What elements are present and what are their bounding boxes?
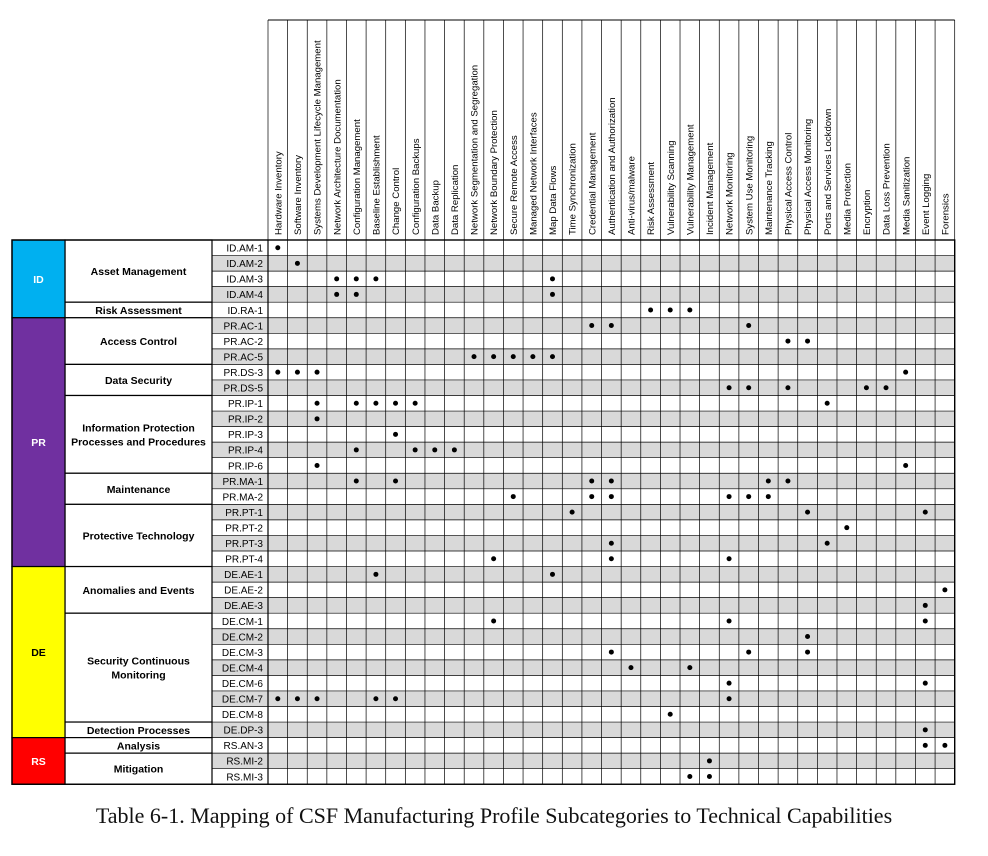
table-row <box>212 753 955 769</box>
table-row <box>212 287 955 303</box>
subcategory-code: DE.CM-4 <box>221 663 263 675</box>
capability-header: Data Replication <box>449 164 461 235</box>
subcategory-code: PR.PT-4 <box>225 554 263 566</box>
mapping-dot <box>785 479 790 484</box>
mapping-dot <box>942 743 947 748</box>
capability-header: Incident Management <box>705 142 717 235</box>
subcategory-code: ID.AM-4 <box>226 290 263 302</box>
mapping-dot <box>746 323 751 328</box>
subcategory-code: DE.CM-6 <box>221 678 263 690</box>
mapping-dot <box>511 494 516 499</box>
mapping-dot <box>648 307 653 312</box>
mapping-dot <box>923 603 928 608</box>
table-row <box>212 598 955 614</box>
subcategory-code: DE.AE-2 <box>224 585 263 597</box>
mapping-dot <box>864 385 869 390</box>
table-row <box>212 333 955 349</box>
mapping-dot <box>373 401 378 406</box>
table-row <box>212 318 955 334</box>
mapping-dot <box>550 292 555 297</box>
subcategory-code: PR.IP-3 <box>227 430 263 442</box>
mapping-dot <box>295 370 300 375</box>
table-row <box>212 629 955 645</box>
category-label: Maintenance <box>106 483 171 496</box>
mapping-dot <box>354 401 359 406</box>
mapping-dot <box>354 447 359 452</box>
capability-header: Maintenance Tracking <box>763 141 775 235</box>
mapping-dot <box>334 276 339 281</box>
mapping-dot <box>687 665 692 670</box>
subcategory-code: PR.AC-2 <box>223 336 263 348</box>
mapping-dot <box>295 696 300 701</box>
mapping-dot <box>923 743 928 748</box>
table-row <box>212 535 955 551</box>
mapping-dot <box>609 541 614 546</box>
table-row <box>212 691 955 707</box>
mapping-dot <box>550 354 555 359</box>
capability-header: Configuration Management <box>351 119 363 235</box>
table-row <box>212 411 955 427</box>
mapping-dot <box>746 385 751 390</box>
mapping-dot <box>825 401 830 406</box>
mapping-dot <box>432 447 437 452</box>
mapping-dot <box>805 510 810 515</box>
table-row <box>212 349 955 365</box>
subcategory-code: PR.IP-1 <box>227 399 263 411</box>
subcategory-code: DE.DP-3 <box>223 725 263 737</box>
mapping-dot <box>707 774 712 779</box>
capability-header: Media Sanitization <box>901 156 913 235</box>
table-row <box>212 520 955 536</box>
mapping-dot <box>452 447 457 452</box>
mapping-dot <box>413 447 418 452</box>
mapping-dot <box>766 479 771 484</box>
mapping-dot <box>609 494 614 499</box>
capability-header: Anti-virus/malware <box>626 156 638 235</box>
mapping-dot <box>373 276 378 281</box>
mapping-dot <box>570 510 575 515</box>
capability-header: Vulnerability Scanning <box>665 140 677 235</box>
capability-header: Credential Management <box>587 132 599 235</box>
mapping-dot <box>550 572 555 577</box>
mapping-dot <box>727 696 732 701</box>
mapping-dot <box>628 665 633 670</box>
subcategory-code: PR.IP-6 <box>227 461 263 473</box>
mapping-dot <box>825 541 830 546</box>
capability-header: Baseline Establishment <box>371 135 383 235</box>
table-row <box>212 489 955 505</box>
subcategory-code: PR.MA-1 <box>222 476 263 488</box>
subcategory-code: PR.PT-3 <box>225 539 263 551</box>
subcategory-code: DE.CM-8 <box>221 710 263 722</box>
subcategory-code: ID.AM-2 <box>226 259 263 271</box>
mapping-dot <box>746 650 751 655</box>
mapping-dot <box>785 385 790 390</box>
subcategory-code: PR.DS-3 <box>223 367 263 379</box>
table-row <box>212 551 955 567</box>
table-row <box>212 613 955 629</box>
subcategory-code: PR.DS-5 <box>223 383 263 395</box>
mapping-dot <box>727 618 732 623</box>
mapping-dot <box>315 370 320 375</box>
mapping-dot <box>609 479 614 484</box>
mapping-dot <box>354 292 359 297</box>
table-row <box>212 396 955 412</box>
category-label: Monitoring <box>111 669 166 682</box>
capability-header: Vulnerability Management <box>685 124 697 235</box>
table-row <box>212 660 955 676</box>
capability-header: Change Control <box>391 167 403 235</box>
capability-header: Network Monitoring <box>724 152 736 235</box>
mapping-dot <box>275 370 280 375</box>
mapping-dot <box>844 525 849 530</box>
subcategory-code: DE.AE-3 <box>224 601 263 613</box>
table-row <box>212 567 955 583</box>
mapping-dot <box>785 339 790 344</box>
subcategory-code: PR.IP-2 <box>227 414 263 426</box>
subcategory-code: RS.AN-3 <box>223 741 263 753</box>
subcategory-code: DE.CM-3 <box>221 647 263 659</box>
subcategory-code: PR.MA-2 <box>222 492 263 504</box>
mapping-dot <box>315 696 320 701</box>
mapping-dot <box>589 323 594 328</box>
capability-header: Forensics <box>940 193 952 235</box>
mapping-dot <box>334 292 339 297</box>
mapping-dot <box>589 479 594 484</box>
subcategory-code: ID.RA-1 <box>227 305 263 317</box>
category-cell <box>65 396 212 474</box>
capability-header: Risk Assessment <box>646 161 658 235</box>
capability-header: Software Inventory <box>293 155 305 235</box>
mapping-dot <box>315 463 320 468</box>
mapping-dot <box>550 276 555 281</box>
mapping-dot <box>903 370 908 375</box>
mapping-dot <box>609 650 614 655</box>
capability-header: Managed Network Interfaces <box>528 112 540 235</box>
table-row <box>212 675 955 691</box>
category-label: Protective Technology <box>82 530 195 543</box>
function-label: RS <box>31 755 46 768</box>
category-label: Access Control <box>99 336 178 349</box>
table-row <box>212 302 955 318</box>
category-label: Information Protection <box>82 422 195 435</box>
table-row <box>212 738 955 754</box>
capability-header: Network Architecture Documentation <box>332 79 344 235</box>
capability-header: Media Protection <box>842 163 854 235</box>
mapping-dot <box>727 556 732 561</box>
category-label: Mitigation <box>113 763 164 776</box>
mapping-dot <box>609 323 614 328</box>
capability-header: Time Synchronization <box>567 143 579 235</box>
mapping-dot <box>315 401 320 406</box>
subcategory-code: DE.CM-2 <box>221 632 263 644</box>
table-row <box>212 707 955 723</box>
mapping-dot <box>805 634 810 639</box>
mapping-dot <box>766 494 771 499</box>
category-label: Asset Management <box>90 266 187 279</box>
subcategory-code: DE.AE-1 <box>224 570 263 582</box>
table-row <box>212 458 955 474</box>
mapping-dot <box>373 696 378 701</box>
mapping-dot <box>707 758 712 763</box>
mapping-dot <box>354 276 359 281</box>
category-label: Detection Processes <box>86 724 191 737</box>
table-row <box>212 427 955 443</box>
mapping-dot <box>668 307 673 312</box>
capability-header: Network Boundary Protection <box>489 110 501 235</box>
subcategory-code: DE.CM-1 <box>221 616 263 628</box>
table-row <box>212 504 955 520</box>
mapping-dot <box>373 572 378 577</box>
mapping-dot <box>589 494 594 499</box>
subcategory-code: PR.IP-4 <box>227 445 263 457</box>
mapping-dot <box>903 463 908 468</box>
category-cell <box>65 613 212 722</box>
subcategory-code: ID.AM-3 <box>226 274 263 286</box>
mapping-dot <box>923 727 928 732</box>
mapping-dot <box>884 385 889 390</box>
mapping-dot <box>727 681 732 686</box>
mapping-dot <box>746 494 751 499</box>
mapping-dot <box>491 354 496 359</box>
table-row <box>212 769 955 785</box>
mapping-dot <box>275 696 280 701</box>
capability-header: Authentication and Authorization <box>606 97 618 235</box>
capability-header: Data Backup <box>430 180 442 235</box>
mapping-dot <box>315 416 320 421</box>
mapping-dot <box>354 479 359 484</box>
subcategory-code: RS.MI-2 <box>226 756 263 768</box>
category-label: Security Continuous <box>87 655 190 668</box>
capability-header: Physical Access Monitoring <box>803 118 815 235</box>
capability-header: Data Loss Prevention <box>881 143 893 235</box>
capability-header: System Use Monitoring <box>744 135 756 235</box>
table-row <box>212 473 955 489</box>
subcategory-code: PR.AC-5 <box>223 352 263 364</box>
capability-header: Physical Access Control <box>783 132 795 235</box>
function-label: DE <box>31 647 46 660</box>
mapping-dot <box>530 354 535 359</box>
category-label: Anomalies and Events <box>82 584 195 597</box>
mapping-dot <box>923 681 928 686</box>
mapping-dot <box>805 650 810 655</box>
subcategory-code: RS.MI-3 <box>226 772 263 784</box>
table-row <box>212 722 955 738</box>
mapping-dot <box>393 479 398 484</box>
mapping-dot <box>393 432 398 437</box>
mapping-dot <box>491 618 496 623</box>
subcategory-code: ID.AM-1 <box>226 243 263 255</box>
mapping-dot <box>805 339 810 344</box>
category-label: Analysis <box>116 740 161 753</box>
category-label: Risk Assessment <box>95 304 182 317</box>
mapping-dot <box>668 712 673 717</box>
table-row <box>212 582 955 598</box>
subcategory-code: DE.CM-7 <box>221 694 263 706</box>
capability-header: Secure Remote Access <box>508 135 520 235</box>
capability-header: Event Logging <box>920 173 932 235</box>
mapping-dot <box>942 587 947 592</box>
capability-header: Encryption <box>862 189 874 235</box>
table-row <box>212 644 955 660</box>
capability-header: Systems Development Lifecycle Management <box>312 40 324 235</box>
table-row <box>212 240 955 256</box>
function-label: PR <box>31 437 46 450</box>
category-label: Data Security <box>104 374 173 387</box>
table-row <box>212 442 955 458</box>
mapping-dot <box>923 510 928 515</box>
mapping-dot <box>687 307 692 312</box>
mapping-dot <box>413 401 418 406</box>
mapping-dot <box>295 261 300 266</box>
subcategory-code: PR.PT-2 <box>225 523 263 535</box>
mapping-dot <box>727 385 732 390</box>
capability-header: Ports and Services Lockdown <box>822 108 834 235</box>
category-label: Processes and Procedures <box>71 436 206 449</box>
mapping-dot <box>491 556 496 561</box>
mapping-dot <box>275 245 280 250</box>
mapping-dot <box>511 354 516 359</box>
function-label: ID <box>33 273 44 286</box>
mapping-dot <box>472 354 477 359</box>
mapping-dot <box>609 556 614 561</box>
capability-header: Map Data Flows <box>548 165 560 235</box>
table-row <box>212 364 955 380</box>
table-row <box>212 271 955 287</box>
mapping-dot <box>687 774 692 779</box>
mapping-dot <box>393 696 398 701</box>
table-row <box>212 380 955 396</box>
mapping-dot <box>727 494 732 499</box>
subcategory-code: PR.AC-1 <box>223 321 263 333</box>
table-row <box>212 256 955 272</box>
mapping-dot <box>393 401 398 406</box>
capability-header: Hardware Inventory <box>273 151 285 235</box>
table-caption: Table 6-1. Mapping of CSF Manufacturing Profile Subcategories to Technical Capabilities <box>95 803 893 828</box>
subcategory-code: PR.PT-1 <box>225 507 263 519</box>
mapping-dot <box>923 618 928 623</box>
capability-header: Network Segmentation and Segregation <box>469 64 481 235</box>
capability-header: Configuration Backups <box>410 138 422 235</box>
